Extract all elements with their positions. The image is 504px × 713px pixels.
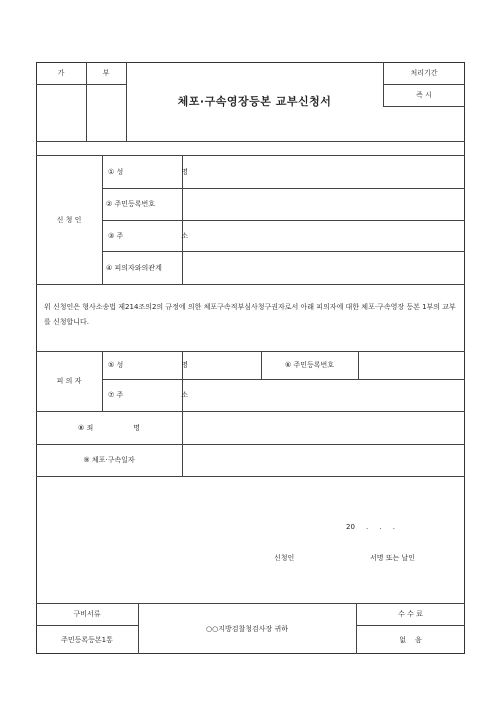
applicant-relation-field[interactable] xyxy=(183,252,464,283)
signature-note[interactable]: 서명 또는 날인 xyxy=(370,554,416,562)
suspect-name-label xyxy=(102,351,194,379)
applicant-section-label: 신 청 인 xyxy=(56,215,82,224)
field-label: ⑤ 성 xyxy=(108,361,124,369)
rule xyxy=(36,476,465,477)
field-label: ② 주민등록번호 xyxy=(106,200,156,208)
field-label-tail: 소 xyxy=(181,231,188,240)
fee-label: 수 수 료 xyxy=(398,610,423,618)
field-label: ① 성 xyxy=(108,167,124,176)
charge-label xyxy=(36,411,182,444)
approval-col2-label: 부 xyxy=(102,69,110,77)
application-statement: 위 신청인은 형사소송법 제214조의2의 규정에 의한 체포구속적부심사청구권자로서 아래 피의자에 대한 체포·구속영장 등본 1부의 교부를 신청합니다. xyxy=(44,303,456,326)
applicant-name-label xyxy=(102,155,194,188)
suspect-name-field[interactable] xyxy=(183,352,260,378)
field-label: ④ 피의자와의관계 xyxy=(106,263,162,272)
field-label: ⑦ 주 xyxy=(108,391,124,399)
required-docs-value: 주민등록등본1통 xyxy=(61,635,113,644)
applicant-address-field[interactable] xyxy=(183,221,464,250)
processing-period-value: 즉 시 xyxy=(416,91,432,99)
applicant-rrn-field[interactable] xyxy=(183,189,464,219)
applicant-address-label xyxy=(102,220,194,251)
field-label-tail: 명 xyxy=(181,361,188,369)
signature-applicant-label: 신청인 xyxy=(274,554,295,562)
application-date[interactable]: 20 . . . xyxy=(346,523,395,531)
arrest-date-field[interactable] xyxy=(183,445,464,475)
required-docs-label: 구비서류 xyxy=(73,610,101,618)
addressee: ○○지방검찰청검사장 귀하 xyxy=(205,624,289,633)
suspect-section-label: 피 의 자 xyxy=(56,377,82,385)
rule xyxy=(36,141,465,142)
charge-field[interactable] xyxy=(183,412,464,443)
applicant-name-field[interactable] xyxy=(183,156,464,187)
page-title: 체포·구속영장등본 교부신청서 xyxy=(177,95,332,108)
field-label-tail: 소 xyxy=(181,391,188,399)
processing-period-label: 처리기간 xyxy=(410,69,438,77)
rule xyxy=(383,106,465,107)
suspect-rrn-field[interactable] xyxy=(359,352,464,378)
arrest-date-label: ⑨ 체포·구속일자 xyxy=(83,456,135,464)
suspect-rrn-label: ⑥ 주민등록번호 xyxy=(284,361,335,369)
field-label-tail: 명 xyxy=(181,167,188,176)
approval-col1-label: 가 xyxy=(57,69,65,77)
suspect-address-label xyxy=(102,379,194,411)
suspect-address-field[interactable] xyxy=(183,380,464,410)
fee-value: 없 음 xyxy=(399,635,422,644)
field-label: ⑧ 죄 xyxy=(77,423,94,432)
field-label: ③ 주 xyxy=(108,231,124,240)
field-label-tail: 명 xyxy=(133,423,141,432)
rule xyxy=(36,84,126,85)
rule xyxy=(36,284,465,285)
applicant-rrn-label xyxy=(102,188,186,220)
applicant-relation-label xyxy=(102,251,186,284)
